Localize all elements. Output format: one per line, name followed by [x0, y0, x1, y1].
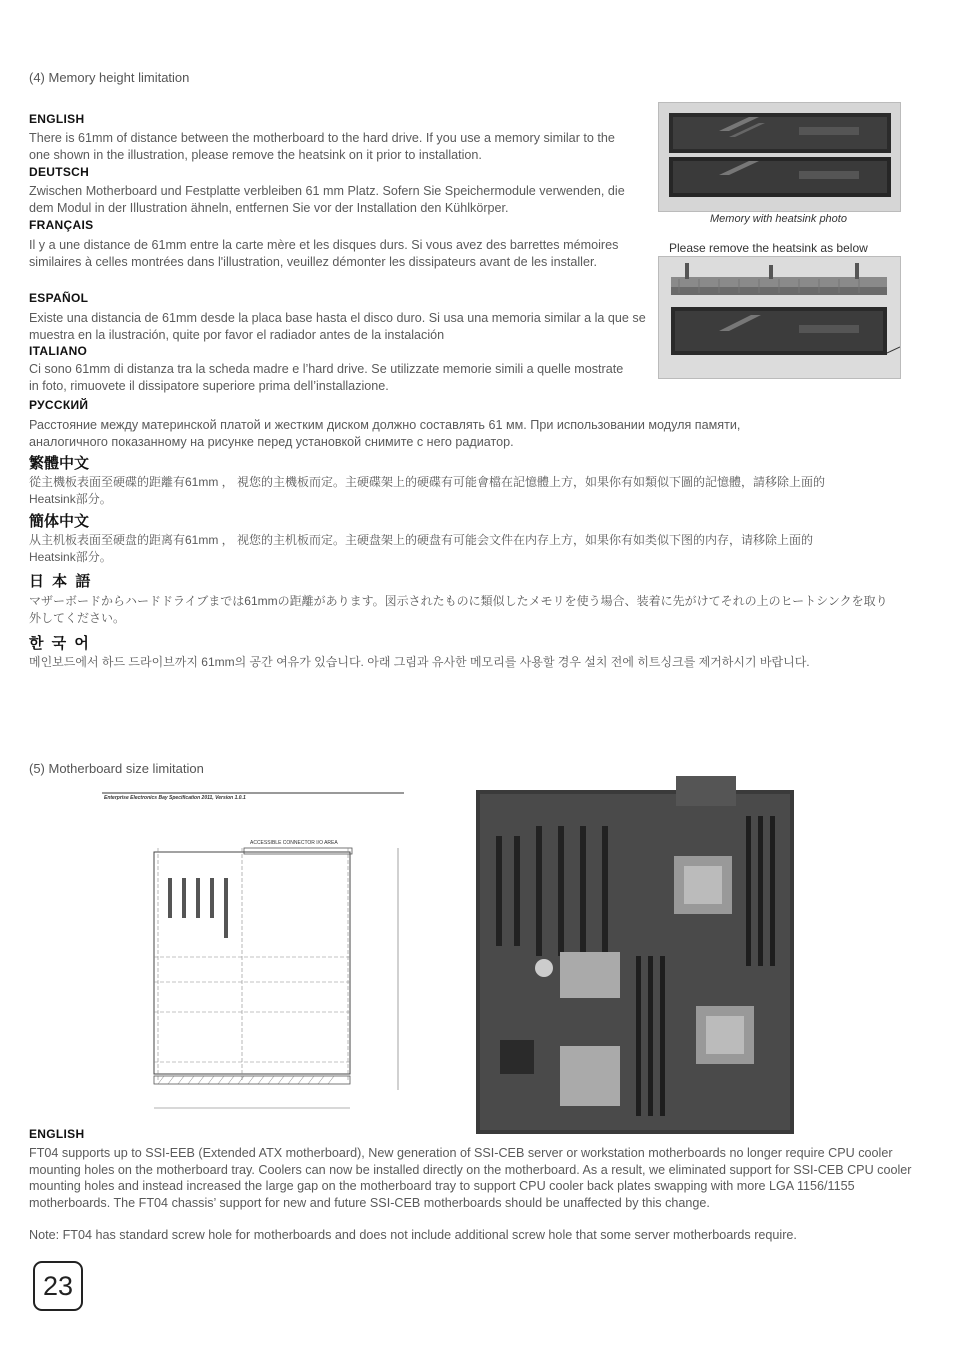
lang-heading-russian: РУССКИЙ	[29, 398, 89, 412]
motherboard-photo	[476, 776, 796, 1134]
lang-heading-espanol: ESPAÑOL	[29, 291, 89, 305]
lang-heading-italiano: ITALIANO	[29, 344, 88, 358]
photo-caption-remove-heatsink: Please remove the heatsink as below	[669, 241, 868, 255]
lang-heading-simplified-chinese: 簡体中文	[29, 513, 90, 530]
diagram-io-area-label: ACCESSIBLE CONNECTOR I/O AREA	[250, 840, 338, 846]
page-number: 23	[33, 1261, 83, 1311]
paragraph-traditional-chinese: 從主機板表面至硬碟的距離有61mm ， 視您的主機板而定。主硬碟架上的硬碟有可能會檔在記憶體上方，如果你有如類似下圖的記憶體，請移除上面的Heatsink部分。	[29, 475, 826, 506]
memory-without-heatsink-photo	[658, 256, 901, 379]
lang-heading-francais: FRANÇAIS	[29, 218, 94, 232]
paragraph-espanol: Existe una distancia de 61mm desde la placa base hasta el disco duro. Si usa una memoria similar a la que se muestra en la ilustración, quite por favor el radiador antes de la instalación	[29, 311, 646, 342]
section-5-title: (5) Motherboard size limitation	[29, 761, 204, 776]
section-4-title: (4) Memory height limitation	[29, 70, 190, 85]
paragraph-english-section5: FT04 supports up to SSI-EEB (Extended ATX motherboard), New generation of SSI-CEB server or workstation motherboards no longer require CPU cooler mounting holes on the motherboard tray. Coolers can now be installed directly on the motherboard. As a result, we eliminated support for SSI-CEB CPU cooler mounting holes and instead increased the large gap on the motherboard tray to support CPU cooler back plates swapping with more LGA 1156/1155 motherboards. The FT04 chassis’ support for new and future SSI-CEB motherboards should be unaffected by this change.	[29, 1146, 912, 1210]
motherboard-spec-diagram	[102, 790, 407, 1130]
lang-heading-traditional-chinese: 繁體中文	[29, 455, 90, 472]
paragraph-simplified-chinese: 从主机板表面至硬盘的距离有61mm ， 视您的主机板而定。主硬盘架上的硬盘有可能会文件在内存上方，如果你有如类似下图的内存，请移除上面的Heatsink部分。	[29, 533, 814, 564]
lang-heading-english: ENGLISH	[29, 112, 85, 126]
paragraph-english: There is 61mm of distance between the motherboard to the hard drive. If you use a memory similar to the one shown in the illustration, please remove the heatsink on it prior to installation.	[29, 131, 615, 162]
paragraph-francais: Il y a une distance de 61mm entre la carte mère et les disques durs. Si vous avez des barrettes mémoires similaires à celles montrées dans l'illustration, veuillez démonter les dissipateurs avant de les installer.	[29, 238, 619, 269]
note-section5: Note: FT04 has standard screw hole for motherboards and does not include additional screw hole that some server motherboards require.	[29, 1228, 797, 1242]
lang-heading-japanese: 日 本 語	[29, 573, 93, 590]
paragraph-russian: Расстояние между материнской платой и жестким диском должно составлять 61 мм. При использовании модуля памяти, аналогичного показанному на рисунке перед установкой снимите с него радиатор.	[29, 418, 741, 449]
lang-heading-english-section5: ENGLISH	[29, 1127, 85, 1141]
memory-with-heatsink-photo	[658, 102, 901, 212]
lang-heading-korean: 한 국 어	[29, 635, 91, 652]
paragraph-japanese: マザーボードからハードドライブまでは61mmの距離があります。図示されたものに類似したメモリを使う場合、装着に先がけてそれの上のヒートシンクを取り外してください。	[29, 594, 888, 625]
diagram-header: Enterprise Electronics Bay Specification 2011, Version 1.0.1	[104, 795, 246, 801]
photo-caption: Memory with heatsink photo	[710, 213, 847, 225]
paragraph-deutsch: Zwischen Motherboard und Festplatte verbleiben 61 mm Platz. Sofern Sie Speichermodule verwenden, die dem Modul in der Illustration ähneln, entfernen Sie vor der Installation den Kühlkörper.	[29, 184, 625, 215]
paragraph-italiano: Ci sono 61mm di distanza tra la scheda madre e l’hard drive. Se utilizzate memorie simili a quelle mostrate in foto, rimuovete il dissipatore superiore prima dell’installazione.	[29, 362, 624, 393]
lang-heading-deutsch: DEUTSCH	[29, 165, 90, 179]
paragraph-korean: 메인보드에서 하드 드라이브까지 61mm의 공간 여유가 있습니다. 아래 그림과 유사한 메모리를 사용할 경우 설치 전에 히트싱크를 제거하시기 바랍니다.	[29, 655, 810, 669]
